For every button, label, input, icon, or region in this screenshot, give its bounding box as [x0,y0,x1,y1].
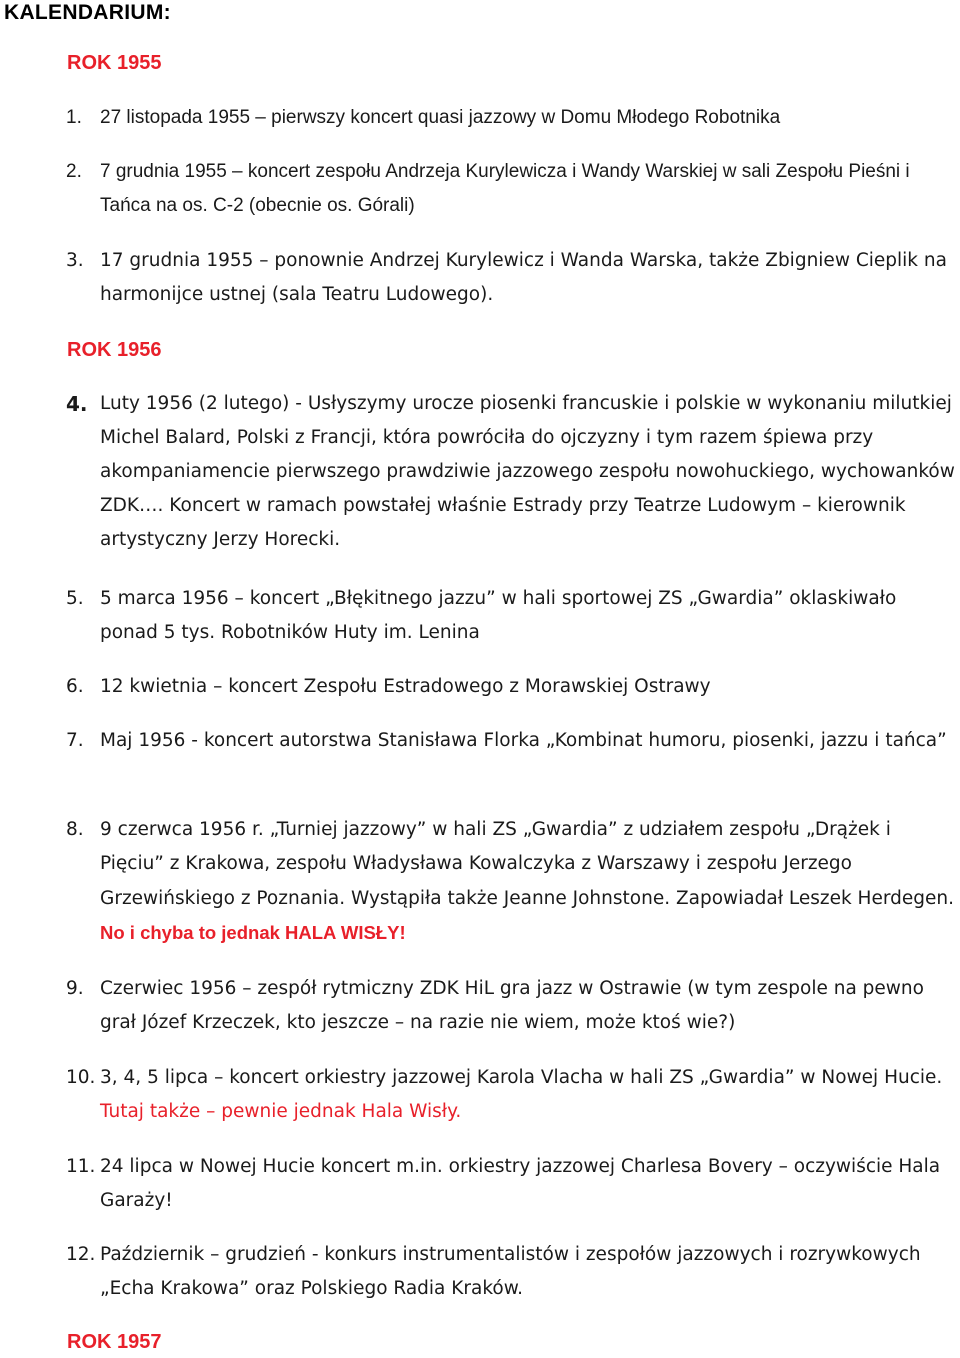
list-item [66,1061,956,1129]
list-item [66,155,956,223]
list-item [66,101,956,135]
item-text: 24 lipca w Nowej Hucie koncert m.in. orkiestry jazzowej Charlesa Bovery – oczywiście Hala Garaży! [100,1156,941,1211]
item-text: 3, 4, 5 lipca – koncert orkiestry jazzowej Karola Vlacha w hali ZS „Gwardia” w Nowej Hucie. [100,1067,943,1088]
list-item [66,387,956,557]
item-number: 6. [66,676,84,697]
item-number: 11. [66,1156,96,1177]
item-text: 12 kwietnia – koncert Zespołu Estradowego z Morawskiej Ostrawy [100,676,711,697]
item-text: Czerwiec 1956 – zespół rytmiczny ZDK HiL gra jazz w Ostrawie (w tym zespole na pewno grał Józef Krzeczek, kto jeszcze – na razie nie wiem, może ktoś wie?) [100,978,924,1033]
item-number: 9. [66,978,84,999]
item-number: 10. [66,1067,96,1088]
list-item [66,724,956,758]
list-item [66,1150,956,1218]
list-item [66,244,956,312]
item-text-wrapper [100,1061,956,1129]
item-number: 7. [66,730,84,751]
item-number: 4. [66,392,88,416]
item-number: 2. [66,161,82,182]
item-text-wrapper [100,813,956,951]
item-text: Luty 1956 (2 lutego) - Usłyszymy urocze piosenki francuskie i polskie w wykonaniu milutkiej Michel Balard, Polski z Francji, która powróciła do ojczyzny i tym razem śpiewa przy akompaniamencie pierwszego prawdziwie jazzowego zespołu nowohuckiego, wychowanków ZDK…. Koncert w ramach powstałej właśnie Estrady przy Teatrze Ludowym – kierownik artystyczny Jerzy Horecki. [100,393,955,550]
item-text: 7 grudnia 1955 – koncert zespołu Andrzeja Kurylewicza i Wandy Warskiej w sali Zespołu Pieśni i Tańca na os. C-2 (obecnie os. Górali) [100,161,910,216]
item-text: Październik – grudzień - konkurs instrumentalistów i zespołów jazzowych i rozrywkowych „Echa Krakowa” oraz Polskiego Radia Kraków. [100,1244,921,1299]
item-note: Tutaj także – pewnie jednak Hala Wisły. [100,1101,462,1122]
item-number: 12. [66,1244,96,1265]
year-heading-1956: ROK 1956 [67,339,162,361]
year-heading-1955: ROK 1955 [67,52,162,74]
list-item [66,972,956,1040]
item-text: 5 marca 1956 – koncert „Błękitnego jazzu” w hali sportowej ZS „Gwardia” oklaskiwało ponad 5 tys. Robotników Huty im. Lenina [100,588,897,643]
item-text: 17 grudnia 1955 – ponownie Andrzej Kurylewicz i Wanda Warska, także Zbigniew Cieplik na harmonijce ustnej (sala Teatru Ludowego). [100,250,947,305]
item-number: 3. [66,250,84,271]
item-note: No i chyba to jednak HALA WISŁY! [100,922,406,943]
item-text: Maj 1956 - koncert autorstwa Stanisława Florka „Kombinat humoru, piosenki, jazzu i tańca” [100,730,947,751]
list-item [66,582,956,650]
item-text: 27 listopada 1955 – pierwszy koncert quasi jazzowy w Domu Młodego Robotnika [100,107,781,128]
list-item [66,1238,956,1306]
item-number: 1. [66,107,82,128]
item-number: 8. [66,819,84,840]
item-number: 5. [66,588,84,609]
year-heading-1957: ROK 1957 [67,1331,162,1353]
list-item [66,813,956,951]
page-title: KALENDARIUM: [4,1,171,24]
list-item [66,670,956,704]
item-text: 9 czerwca 1956 r. „Turniej jazzowy” w hali ZS „Gwardia” z udziałem zespołu „Drążek i Pięciu” z Krakowa, zespołu Władysława Kowalczyka z Warszawy i zespołu Jerzego Grzewińskiego z Poznania. Wystąpiła także Jeanne Johnstone. Zapowiadał Leszek Herdegen. [100,819,954,909]
